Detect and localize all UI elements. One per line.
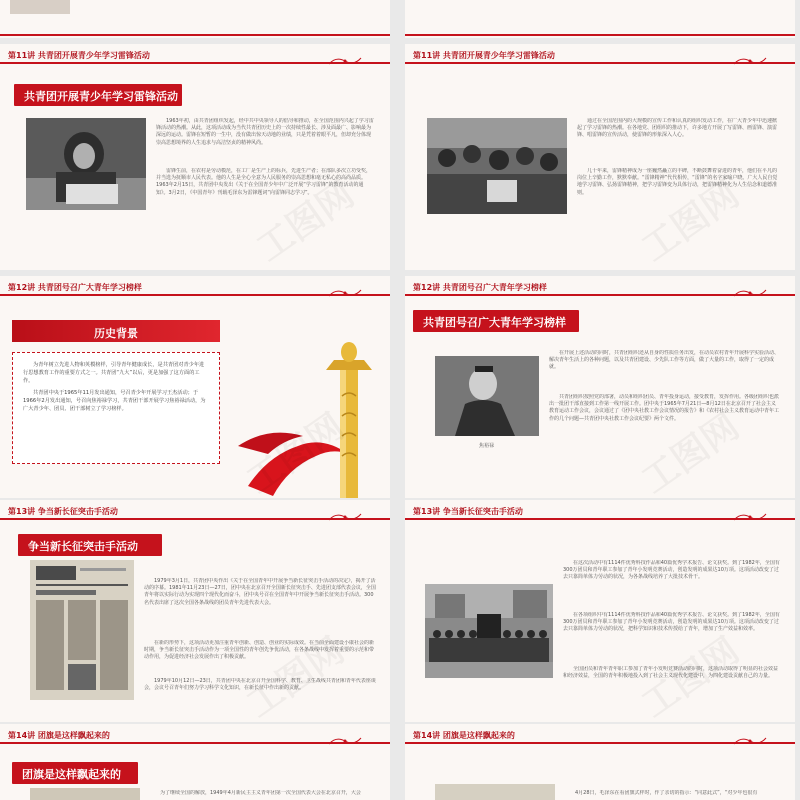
slide-header-title: 第13讲 争当新长征突击手活动: [8, 507, 118, 516]
photo-flag-document: [30, 788, 140, 800]
slide-header: [405, 276, 795, 300]
paragraph: 几十年来，雷锋精神成为一座巍然矗立的丰碑，不断鼓舞着奋进的青年，他们在平凡的岗位上辛勤工作，默默奉献。“雷锋精神”代代相传，“雷锋”的名字家喻户晓。广大人民自觉地学习雷锋、弘扬雷锋精神，把学习雷锋变为具体行动，把雷锋精神化为人生信念和道德准则。: [577, 168, 778, 196]
slide-header: [0, 276, 390, 300]
slide-header-title: 第14讲 团旗是这样飘起来的: [8, 731, 110, 740]
photo-placeholder-icon: [425, 584, 553, 678]
slide-11-right[interactable]: [405, 44, 795, 270]
slide-header: [405, 44, 795, 68]
divider: [405, 34, 795, 36]
slide-12-left[interactable]: [0, 276, 390, 498]
paragraph: 在这次活动中有1114件优秀科技作品和40篇优秀学术报告、论文获奖。到了1982年，全国有300万团员和青年职工参加了青年小发明竞赛活动，创造发明的成果达10万项。这项活动改变了过去只靠简单体力劳动的状况，为各条战线培养了大批技术骨干。: [563, 560, 780, 581]
paragraph: 1979年3月1日，共青团中央作出《关于在全国青年中开展争当新长征突击手活动的决定》，揭开了活动的序幕。1981年11月23日—27日，团中央在北京召开全国新长征突击手、先进团支部代表会议，全国青年将以实际行动为实现四个现代化而奋斗，团中央号召在全国青年中开展争当新长征突击手活动。300名代表出席了这次全国各条战线的团员青年先进代表大会。: [144, 578, 376, 606]
photo-group-standing: [425, 584, 553, 678]
body-text: [563, 666, 781, 706]
body-text: [144, 578, 376, 636]
slide-remnant-left: [0, 0, 390, 38]
section-title-bar: 团旗是这样飘起来的: [12, 762, 138, 784]
paragraph: 1963年初，由共青团组织发起，经中共中央领导人的倡导和推动，在全国范围内兴起了学习雷锋活动的热潮。从此，这项活动成为当代共青团历史上的一次持续性最长、涉及面最广、影响最为深远的运动。雷锋在短暂的一生中，没有做出惊天动地的业绩，只是凭着着眼平凡，但却充分体现崇高思想境界的人生追求与高洁坚贞的精神风尚。: [156, 118, 374, 146]
slide-header-title: 第11讲 共青团开展青少年学习雷锋活动: [8, 51, 150, 60]
body-text: [565, 790, 781, 800]
slide-header-title: 第12讲 共青团号召广大青年学习榜样: [8, 283, 142, 292]
slide-header: [405, 500, 795, 524]
slide-header-title: 第12讲 共青团号召广大青年学习榜样: [413, 283, 547, 292]
slide-remnant-right: [405, 0, 795, 38]
paragraph: 全国团员和青年青年职工参加了青年小发明竞赛活动的同时，这项活动取得了明显的社会效益和经济效益，全国的青年积极地投入到了社会主义现代化建设中，为四化建设贡献自己的力量。: [563, 666, 779, 680]
paragraph: 为青年树立先进人物和英模榜样，引导青年健康成长，是共青团对青少年进行思想教育工作的重要方式之一。共青团“九大”以后，更是加强了这方面的工作。: [23, 362, 205, 384]
slide-11-left[interactable]: [0, 44, 390, 270]
ornament-icon: [328, 56, 362, 66]
slide-header: [405, 724, 795, 748]
body-text: [577, 118, 781, 166]
huabiao-pillar-icon: [228, 336, 378, 498]
section-title-bar: 共青团开展青少年学习雷锋活动: [14, 84, 182, 106]
divider: [0, 34, 390, 36]
photo-youth-crowd: [427, 118, 567, 214]
slide-header: [0, 724, 390, 748]
ornament-icon: [733, 736, 767, 746]
slide-header: [0, 500, 390, 524]
body-text: [549, 350, 779, 390]
paragraph: 4月28日，毛泽东在看团旗式样时，作了亲切的指示：“同意此式”，“对少年也很有: [575, 790, 758, 796]
photo-placeholder-icon: [26, 118, 146, 210]
paragraph: 共青团组织按照党的部署，动员和组织团员、青年投身运动，接受教育，发挥作用。各级团组织也派出一批团干部直接到工作第一线开展工作。团中央于1965年7月21日—8月12日在北京召开了社会主义教育运动工作会议，会议通过了《团中央社教工作会议情况的报告》和《农村社会主义教育运动中青年工作的几个问题—共青团中央社教工作会议纪要》两个文件。: [549, 394, 779, 422]
slide-header-title: 第13讲 争当新长征突击手活动: [413, 507, 523, 516]
ornament-icon: [733, 56, 767, 66]
body-text: [156, 168, 374, 238]
section-title-bar: 争当新长征突击手活动: [18, 534, 162, 556]
paragraph: 1979年10月12日—23日，共青团中央在北京召开全国科学、教育、卫生战线共青团和青年代表座谈会，会议号召青年们努力学习科学文化知识，在新长征中作出新的贡献。: [144, 678, 376, 692]
slide-header-title: 第14讲 团旗是这样飘起来的: [413, 731, 515, 740]
body-text: [150, 790, 376, 800]
ornament-icon: [328, 736, 362, 746]
newspaper-icon: [30, 560, 134, 700]
photo-placeholder-icon: [435, 356, 539, 436]
body-text: [144, 678, 376, 706]
body-text: [563, 612, 781, 664]
ornament-icon: [328, 512, 362, 522]
slide-header: [0, 44, 390, 68]
body-text: [549, 394, 779, 458]
paragraph: 在各项组织中有1114件优秀科技作品和40篇优秀学术报告、论文获奖。到了1982年，全国有300万团员和青年职工参加了青年小发明竞赛活动，创造发明的成果达10万项。这项活动改变了过去只靠简单体力劳动的状况，把科学知识和技术传授给了青年，增加了生产效益和效率。: [563, 612, 780, 633]
body-text: [577, 168, 781, 228]
photo-jiao-yulu: [435, 356, 539, 436]
paragraph: 为了继续全国的解放，1949年4月新民主主义青年团第一次全国代表大会在北京召开，大会: [160, 790, 361, 796]
slide-14-left[interactable]: [0, 724, 390, 800]
slide-13-left[interactable]: [0, 500, 390, 722]
photo-lei-feng-reading: [26, 118, 146, 210]
photo-caption: 焦裕禄: [479, 443, 495, 449]
slide-header-title: 第11讲 共青团开展青少年学习雷锋活动: [413, 51, 555, 60]
slide-13-right[interactable]: [405, 500, 795, 722]
section-title-bar: 共青团号召广大青年学习榜样: [413, 310, 579, 332]
paragraph: 在新的形势下，这项活动更加注重青年创新、创造、创业的实际成效。在当前全面建设小康社会的新时期，争当新长征突击手活动作为一项全国性的青年创先争优活动，在各条战线中发挥着重要的示范和带动作用，为促进经济社会发展作出了积极贡献。: [144, 640, 375, 661]
photo-placeholder-icon: [427, 118, 567, 214]
paragraph: 雷锋生前，在农村是劳动模范，在工厂是生产上的标兵，先进生产者；在部队多次立功受奖，并当选为抚顺市人民代表。他的人生是全心全意为人民服务的崇高思想和毫无私心的高尚品质。1963年2月15日，共青团中央发出《关于在全国青少年中广泛开展“学习雷锋”的教育活动的通知》。3月2日，《中国青年》刊载毛泽东为雷锋题词“向雷锋同志学习”。: [156, 168, 372, 196]
ornament-icon: [733, 288, 767, 298]
ornament-icon: [328, 288, 362, 298]
slide-12-right[interactable]: [405, 276, 795, 498]
paragraph: 共青团中央于1965年11月发出通知，号召青少年开展学习王杰活动；于1966年2月发出通知，号召向焦裕禄学习，共青团干部开展学习焦裕禄活动，为广大青少年、团员、团干部树立了学习榜样。: [23, 390, 206, 412]
slide-14-right[interactable]: [405, 724, 795, 800]
paragraph: 在开展上述活动的同时，共青团组织还从自身的性质任务出发，在动员农村青年开展科学实验活动、解决青年生活上的各种问题，以及共青团建设、少先队工作等方面，做了大量的工作，取得了一定的成就。: [549, 350, 779, 371]
ornament-icon: [733, 512, 767, 522]
history-tag: 历史背景: [12, 320, 220, 342]
photo-calligraphy: [435, 784, 555, 800]
photo-newspaper: [30, 560, 134, 700]
body-text: [144, 640, 376, 676]
body-text: [563, 560, 781, 608]
photo-remnant: [10, 0, 70, 14]
history-text-box: [12, 352, 220, 464]
body-text: [156, 118, 374, 164]
paragraph: 通过在全国范围内的大规模的宣传工作和认真的组织发动工作，在广大青少年中迅速掀起了学习雷锋的热潮。在各地党、团组织的推动下，许多地方开展了写雷锋、画雷锋、演雷锋、唱雷锋的宣传活动，使雷锋的形象深入人心。: [577, 118, 778, 139]
